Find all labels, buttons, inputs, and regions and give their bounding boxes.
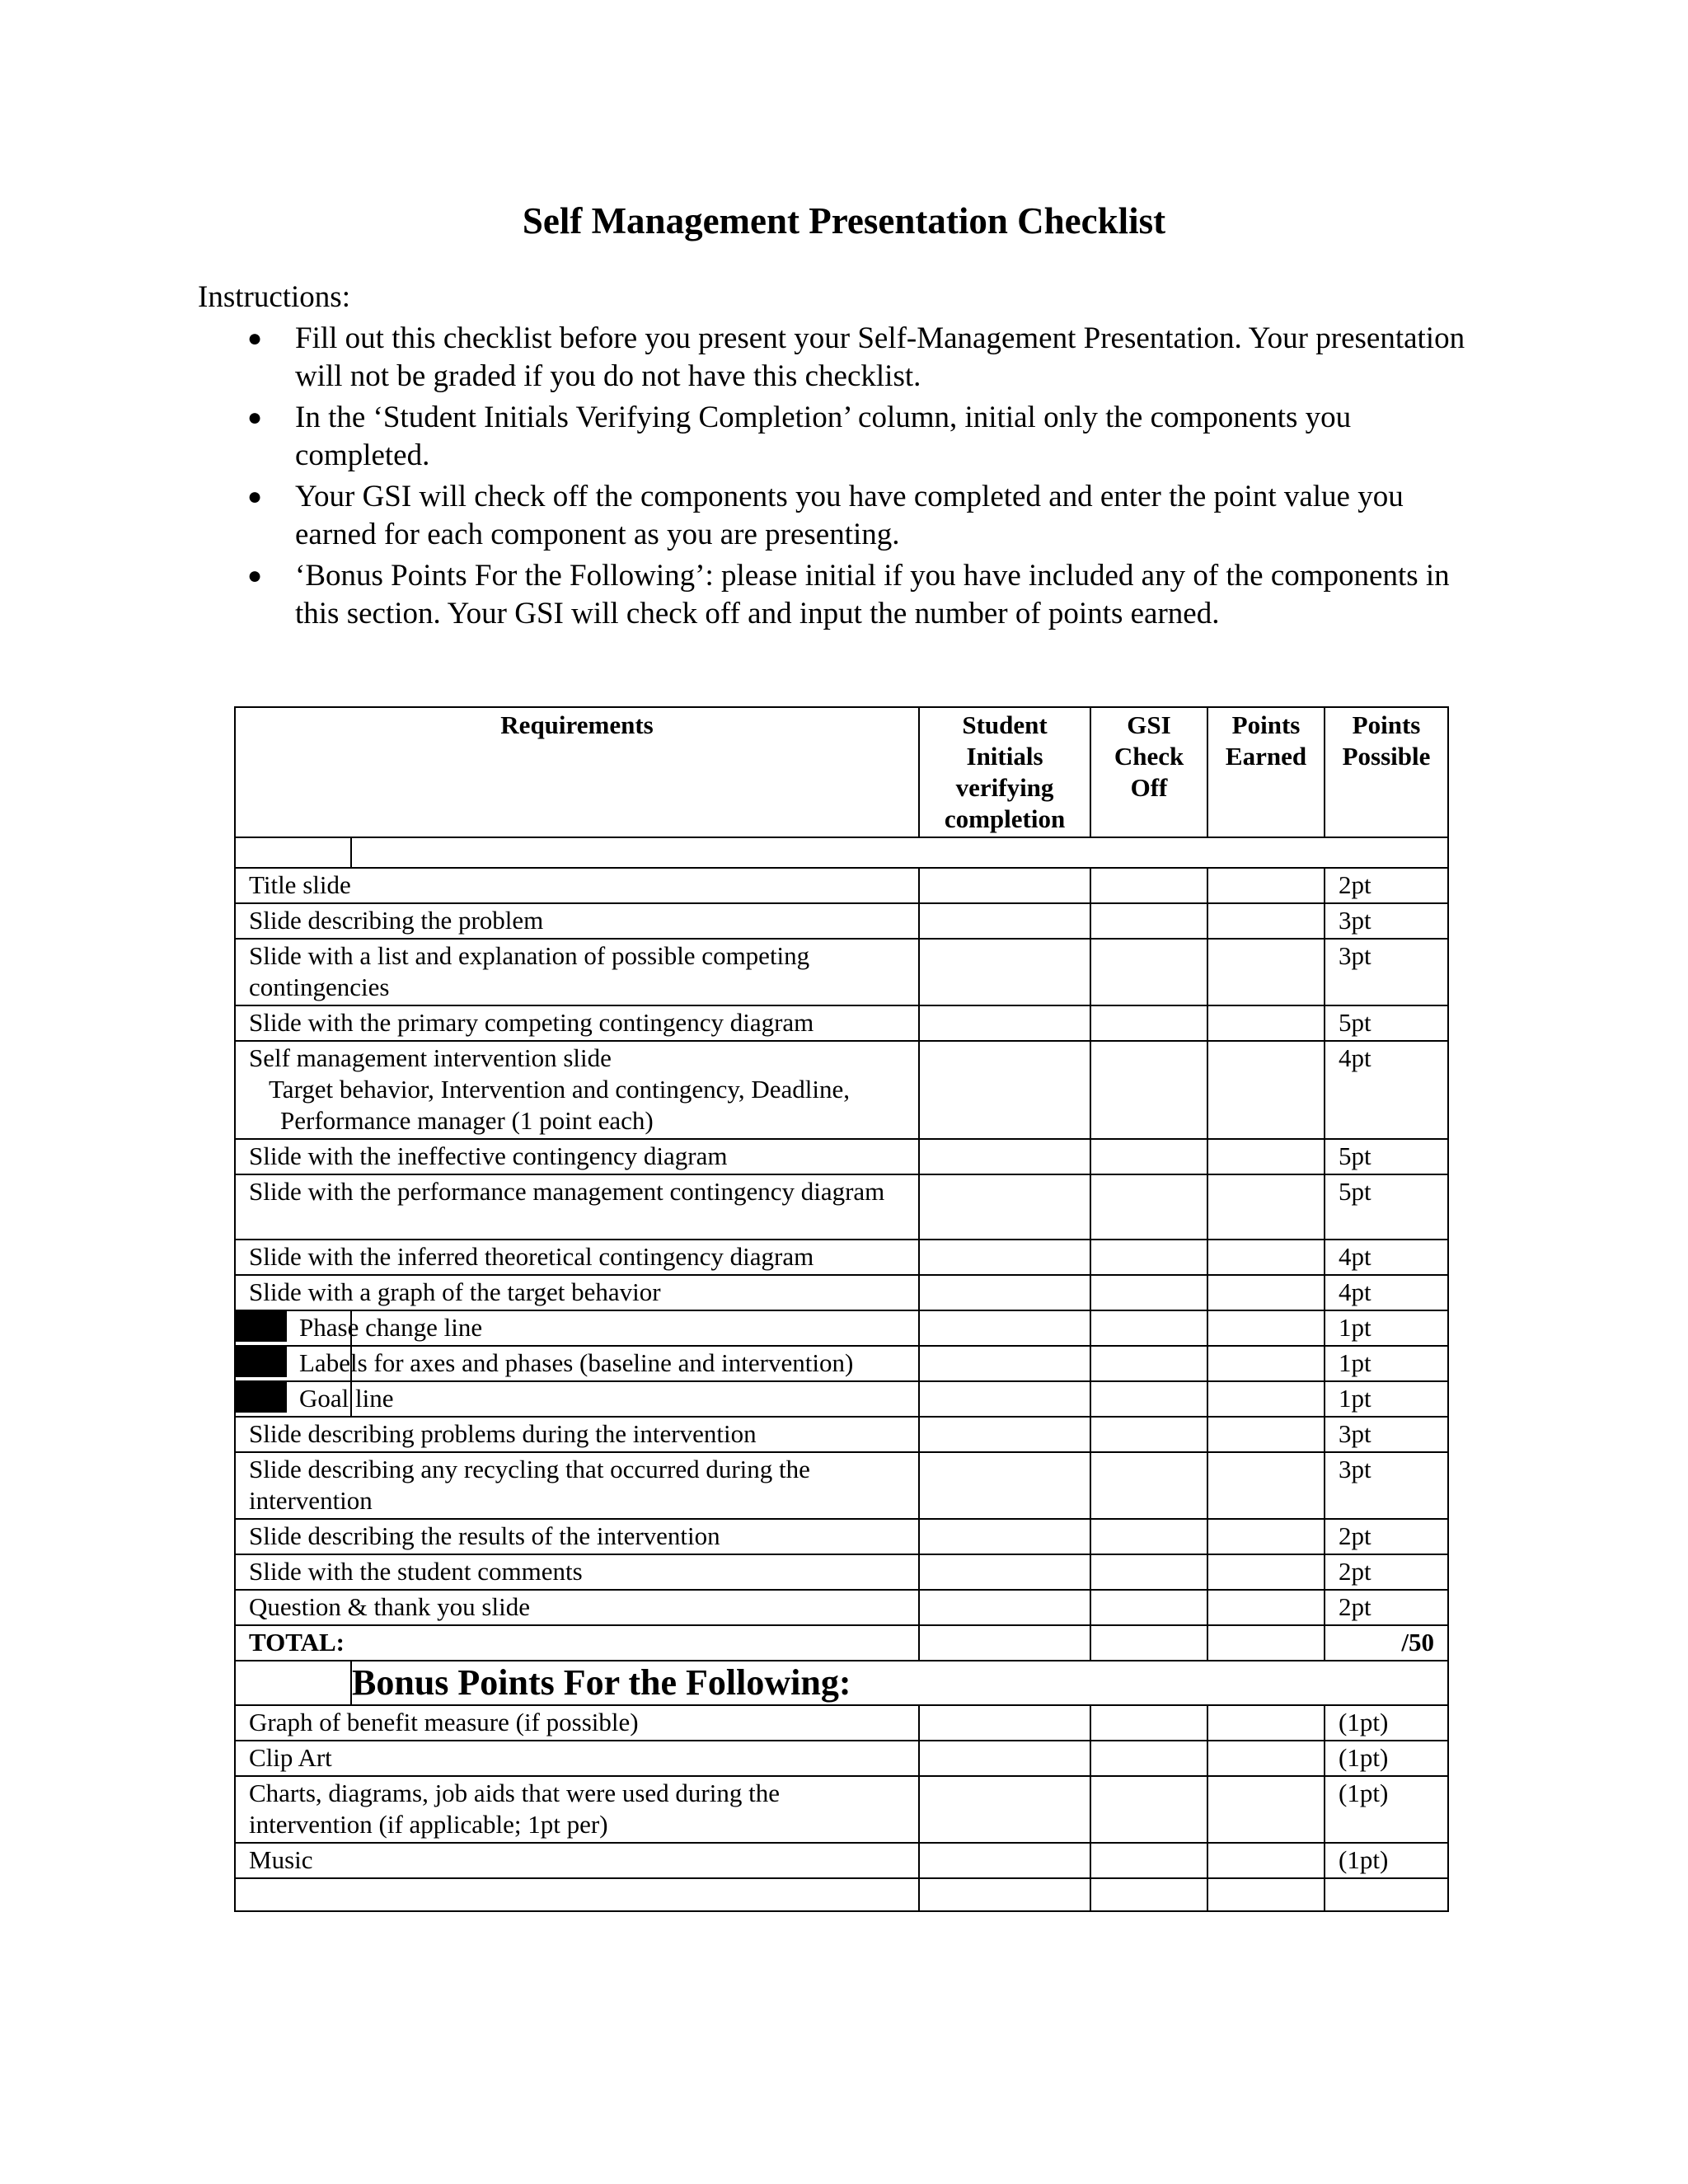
black-marker	[236, 1382, 287, 1413]
requirement-cell	[299, 1381, 919, 1417]
points-possible-cell: 1pt	[1325, 1346, 1448, 1381]
bonus-heading-row	[235, 1661, 1448, 1705]
requirement-text: Self management intervention slide	[249, 1043, 612, 1072]
points-possible-cell: 3pt	[1325, 903, 1448, 939]
points-possible-cell: 5pt	[1325, 1005, 1448, 1041]
instruction-text: Fill out this checklist before you present your Self-Management Presentation. Your presentation will not be graded if you do not have this checklist.	[295, 321, 1465, 393]
points-earned-cell[interactable]	[1207, 1625, 1325, 1661]
table-row	[235, 1174, 1448, 1240]
requirement-subtext: Target behavior, Intervention and contingency, Deadline,	[269, 1075, 851, 1104]
bullet-icon: ●	[247, 325, 263, 352]
student-initials-cell[interactable]	[919, 1878, 1090, 1911]
empty-cell[interactable]	[235, 1878, 919, 1911]
gsi-check-cell[interactable]	[1090, 1139, 1207, 1174]
requirement-cell: Slide with the primary competing contingency diagram	[235, 1005, 919, 1041]
requirement-subtext: Performance manager (1 point each)	[280, 1106, 654, 1135]
table-header-row	[235, 707, 1448, 837]
empty-cell	[235, 837, 351, 868]
student-initials-cell[interactable]	[919, 1625, 1090, 1661]
points-possible-cell: (1pt)	[1325, 1705, 1448, 1741]
table-row	[235, 1519, 1448, 1554]
points-earned-cell[interactable]	[1207, 1139, 1325, 1174]
gsi-check-cell[interactable]	[1090, 868, 1207, 903]
list-item	[198, 320, 1484, 396]
table-row	[235, 1554, 1448, 1590]
table-row	[235, 1346, 1448, 1381]
points-earned-cell[interactable]	[1207, 1776, 1325, 1843]
header-points-earned: Points Earned	[1207, 707, 1325, 837]
gsi-check-cell[interactable]	[1090, 1275, 1207, 1310]
table-row	[235, 903, 1448, 939]
points-possible-cell: 5pt	[1325, 1139, 1448, 1174]
instructions-label: Instructions:	[198, 280, 350, 314]
points-earned-cell[interactable]	[1207, 1590, 1325, 1625]
bullet-icon: ●	[247, 483, 263, 510]
list-item	[198, 399, 1484, 475]
table-row	[235, 1005, 1448, 1041]
student-initials-cell[interactable]	[919, 1240, 1090, 1275]
gsi-check-cell[interactable]	[1090, 1843, 1207, 1878]
table-row	[235, 1041, 1448, 1139]
requirement-cell: Slide with the inferred theoretical contingency diagram	[235, 1240, 919, 1275]
points-earned-cell[interactable]	[1207, 903, 1325, 939]
student-initials-cell[interactable]	[919, 939, 1090, 1005]
requirement-text: Labels for axes and phases (baseline and intervention)	[299, 1348, 854, 1377]
points-earned-cell[interactable]	[1207, 1452, 1325, 1519]
list-item	[198, 557, 1484, 633]
points-earned-cell[interactable]	[1207, 1519, 1325, 1554]
points-earned-cell[interactable]	[1207, 1705, 1325, 1741]
points-earned-cell[interactable]	[1207, 1554, 1325, 1590]
table-row	[235, 868, 1448, 903]
points-earned-cell[interactable]	[1207, 868, 1325, 903]
points-earned-cell[interactable]	[1207, 1005, 1325, 1041]
empty-cell	[235, 1661, 351, 1705]
empty-row	[235, 1878, 1448, 1911]
student-initials-cell[interactable]	[919, 1705, 1090, 1741]
gsi-check-cell[interactable]	[1090, 1381, 1207, 1417]
student-initials-cell[interactable]	[919, 1519, 1090, 1554]
requirement-cell: Music	[235, 1843, 919, 1878]
requirement-cell: Graph of benefit measure (if possible)	[235, 1705, 919, 1741]
points-possible-cell: 3pt	[1325, 1452, 1448, 1519]
requirement-cell: Slide with the student comments	[235, 1554, 919, 1590]
gsi-check-cell[interactable]	[1090, 1005, 1207, 1041]
requirement-text: Phase change line	[299, 1313, 483, 1342]
points-possible-cell: 4pt	[1325, 1275, 1448, 1310]
student-initials-cell[interactable]	[919, 1174, 1090, 1240]
instruction-text: ‘Bonus Points For the Following’: please initial if you have included any of the components in this section. Your GSI will check off and input the number of points earned.	[295, 559, 1450, 630]
table-row	[235, 1417, 1448, 1452]
points-possible-cell: 5pt	[1325, 1174, 1448, 1240]
gsi-check-cell[interactable]	[1090, 1174, 1207, 1240]
points-earned-cell[interactable]	[1207, 1174, 1325, 1240]
checklist-table	[234, 706, 1449, 1912]
header-gsi-check: GSI Check Off	[1090, 707, 1207, 837]
student-initials-cell[interactable]	[919, 1417, 1090, 1452]
table-row	[235, 1590, 1448, 1625]
points-earned-cell[interactable]	[1207, 1240, 1325, 1275]
requirement-cell: Clip Art	[235, 1741, 919, 1776]
student-initials-cell[interactable]	[919, 1741, 1090, 1776]
empty-cell	[351, 837, 1448, 868]
points-possible-cell: (1pt)	[1325, 1776, 1448, 1843]
student-initials-cell[interactable]	[919, 1275, 1090, 1310]
requirement-cell: Slide with a list and explanation of possible competing contingencies	[235, 939, 919, 1005]
requirement-cell	[235, 1041, 919, 1139]
table-row	[235, 1776, 1448, 1843]
gsi-check-cell[interactable]	[1090, 1776, 1207, 1843]
points-possible-cell: 2pt	[1325, 1554, 1448, 1590]
gsi-check-cell[interactable]	[1090, 1705, 1207, 1741]
points-possible-cell: 4pt	[1325, 1240, 1448, 1275]
table-row	[235, 1741, 1448, 1776]
table-row	[235, 1843, 1448, 1878]
gsi-check-cell[interactable]	[1090, 1417, 1207, 1452]
points-possible-cell: (1pt)	[1325, 1843, 1448, 1878]
header-requirements: Requirements	[235, 707, 919, 837]
table-row	[235, 939, 1448, 1005]
bonus-heading: Bonus Points For the Following:	[351, 1661, 1448, 1705]
requirement-cell: Slide describing the results of the intervention	[235, 1519, 919, 1554]
points-possible-cell: 2pt	[1325, 1590, 1448, 1625]
student-initials-cell[interactable]	[919, 868, 1090, 903]
gsi-check-cell[interactable]	[1090, 1310, 1207, 1346]
points-earned-cell[interactable]	[1207, 1275, 1325, 1310]
points-possible-cell: 3pt	[1325, 939, 1448, 1005]
table-row	[235, 1381, 1448, 1417]
table-row	[235, 1275, 1448, 1310]
points-possible-cell: 4pt	[1325, 1041, 1448, 1139]
total-label: TOTAL:	[235, 1625, 919, 1661]
list-item	[198, 478, 1484, 554]
gsi-check-cell[interactable]	[1090, 1452, 1207, 1519]
student-initials-cell[interactable]	[919, 1843, 1090, 1878]
points-earned-cell[interactable]	[1207, 1381, 1325, 1417]
requirement-cell: Slide describing the problem	[235, 903, 919, 939]
points-possible-cell: (1pt)	[1325, 1741, 1448, 1776]
page-title: Self Management Presentation Checklist	[522, 200, 1166, 241]
student-initials-cell[interactable]	[919, 1041, 1090, 1139]
instruction-text: Your GSI will check off the components you have completed and enter the point value you earned for each component as you are presenting.	[295, 480, 1404, 551]
gsi-check-cell[interactable]	[1090, 1741, 1207, 1776]
student-initials-cell[interactable]	[919, 1310, 1090, 1346]
header-points-possible: Points Possible	[1325, 707, 1448, 837]
points-earned-cell[interactable]	[1207, 1310, 1325, 1346]
gsi-check-cell[interactable]	[1090, 1519, 1207, 1554]
instruction-text: In the ‘Student Initials Verifying Completion’ column, initial only the components you completed.	[295, 401, 1352, 472]
gsi-check-cell[interactable]	[1090, 1878, 1207, 1911]
student-initials-cell[interactable]	[919, 1452, 1090, 1519]
gsi-check-cell[interactable]	[1090, 1590, 1207, 1625]
points-possible-cell: 1pt	[1325, 1381, 1448, 1417]
gsi-check-cell[interactable]	[1090, 1554, 1207, 1590]
requirement-cell: Title slide	[235, 868, 919, 903]
points-earned-cell[interactable]	[1207, 939, 1325, 1005]
header-student-initials: Student Initials verifying completion	[919, 707, 1090, 837]
points-possible-cell[interactable]	[1325, 1878, 1448, 1911]
student-initials-cell[interactable]	[919, 1381, 1090, 1417]
points-possible-cell: 2pt	[1325, 868, 1448, 903]
instructions-list	[198, 320, 1484, 636]
points-possible-cell: 1pt	[1325, 1310, 1448, 1346]
gsi-check-cell[interactable]	[1090, 903, 1207, 939]
table-row	[235, 1452, 1448, 1519]
points-earned-cell[interactable]	[1207, 1843, 1325, 1878]
table-row	[235, 1705, 1448, 1741]
requirement-text: Goal line	[299, 1384, 394, 1413]
student-initials-cell[interactable]	[919, 1590, 1090, 1625]
requirement-cell: Slide with the performance management contingency diagram	[235, 1174, 919, 1240]
requirement-cell	[299, 1310, 919, 1346]
table-row	[235, 1240, 1448, 1275]
bullet-icon: ●	[247, 404, 263, 431]
table-row	[235, 1139, 1448, 1174]
gsi-check-cell[interactable]	[1090, 1346, 1207, 1381]
black-marker	[236, 1347, 287, 1377]
total-row	[235, 1625, 1448, 1661]
requirement-cell: Slide describing problems during the intervention	[235, 1417, 919, 1452]
black-marker	[236, 1311, 287, 1342]
gsi-check-cell[interactable]	[1090, 939, 1207, 1005]
student-initials-cell[interactable]	[919, 1776, 1090, 1843]
table-row	[235, 1310, 1448, 1346]
points-earned-cell[interactable]	[1207, 1878, 1325, 1911]
points-earned-cell[interactable]	[1207, 1417, 1325, 1452]
points-possible-cell: 2pt	[1325, 1519, 1448, 1554]
student-initials-cell[interactable]	[919, 1346, 1090, 1381]
gsi-check-cell[interactable]	[1090, 1625, 1207, 1661]
gsi-check-cell[interactable]	[1090, 1041, 1207, 1139]
requirement-cell	[299, 1346, 919, 1381]
requirement-cell: Slide describing any recycling that occurred during the intervention	[235, 1452, 919, 1519]
points-earned-cell[interactable]	[1207, 1041, 1325, 1139]
spacer-row	[235, 837, 1448, 868]
points-possible-cell: 3pt	[1325, 1417, 1448, 1452]
total-possible: /50	[1325, 1625, 1448, 1661]
requirement-cell: Slide with the ineffective contingency diagram	[235, 1139, 919, 1174]
bullet-icon: ●	[247, 562, 263, 589]
points-earned-cell[interactable]	[1207, 1346, 1325, 1381]
student-initials-cell[interactable]	[919, 1554, 1090, 1590]
requirement-cell: Charts, diagrams, job aids that were used during the intervention (if applicable; 1pt per)	[235, 1776, 919, 1843]
gsi-check-cell[interactable]	[1090, 1240, 1207, 1275]
requirement-cell: Question & thank you slide	[235, 1590, 919, 1625]
student-initials-cell[interactable]	[919, 1139, 1090, 1174]
requirement-cell: Slide with a graph of the target behavior	[235, 1275, 919, 1310]
student-initials-cell[interactable]	[919, 1005, 1090, 1041]
points-earned-cell[interactable]	[1207, 1741, 1325, 1776]
student-initials-cell[interactable]	[919, 903, 1090, 939]
